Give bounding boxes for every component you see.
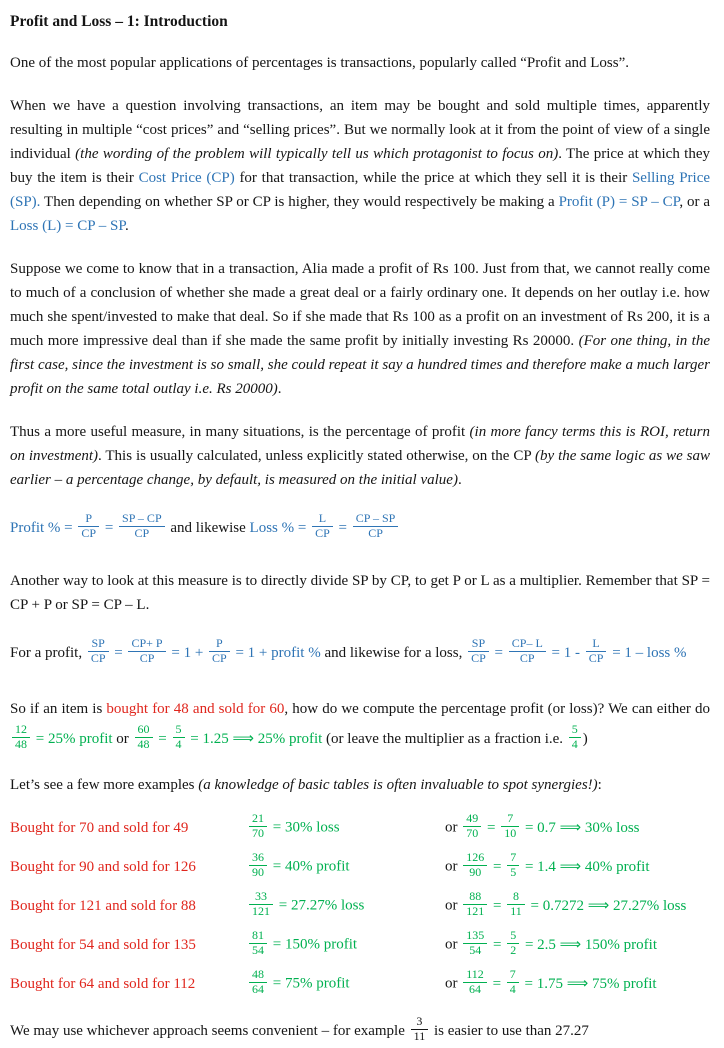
formula-text: =: [110, 645, 127, 661]
text-segment: Let’s see a few more examples: [10, 777, 199, 793]
profit-definition: Profit (P) = SP – CP: [558, 194, 680, 210]
example-percent-method: [247, 811, 445, 843]
fraction: $\frac{7}{4}$: [507, 968, 519, 997]
fraction: $\frac{126}{90}$: [463, 851, 487, 880]
example-statement: Bought for 54 and sold for 135: [10, 937, 196, 953]
fraction: $\frac{CP - SP}{CP}$: [353, 512, 399, 541]
multiplier-expression: [461, 928, 658, 957]
multiplier-paragraph: [10, 569, 710, 617]
profit-computation: [10, 722, 113, 752]
fraction: $\frac{81}{54}$: [249, 929, 267, 958]
formula-text: =: [489, 936, 506, 953]
example-multiplier-method: [445, 889, 710, 921]
text-segment: or: [112, 731, 133, 747]
example-row: [10, 809, 710, 848]
cost-price-term: Cost Price (CP): [138, 170, 235, 186]
italic-note: (For one thing, in the first case, since the investment is so small, she could repeat it say a hundred times and therefore make a much larger profit on the same total outlay i.e. Rs 20000): [10, 333, 710, 397]
example-percent-method: [247, 967, 445, 999]
text-segment: One of the most popular applications of percentages is transactions, popularly called “Profit and Loss”.: [10, 55, 629, 71]
result-text: = 1.75 ⟹ 75% profit: [520, 975, 657, 992]
formula-text: = 1 + profit %: [231, 645, 325, 661]
or-word: or: [445, 936, 462, 953]
formula-text: =: [483, 819, 500, 836]
example-multiplier-method: [445, 967, 710, 999]
text-segment: .: [277, 381, 282, 397]
text-segment: Thus a more useful measure, in many situations, is the percentage of profit: [10, 424, 470, 440]
worked-example-paragraph: [10, 694, 710, 754]
formula-text: =: [490, 645, 507, 661]
text-segment: (or leave the multiplier as a fraction i.e.: [322, 731, 567, 747]
profit-multiplier-formula: [86, 636, 325, 666]
fraction: $\frac{8}{11}$: [507, 890, 525, 919]
example-statement: Bought for 90 and sold for 126: [10, 859, 196, 875]
profit-loss-percent-formula: [10, 506, 710, 550]
multiplier-expression: [461, 850, 650, 879]
result-text: = 150% profit: [269, 936, 358, 953]
or-word: or: [445, 975, 462, 992]
alia-example-paragraph: [10, 257, 710, 401]
fraction: $\frac{SP - CP}{CP}$: [119, 512, 165, 541]
text-segment: We may use whichever approach seems convenient – for example: [10, 1023, 409, 1039]
transactions-paragraph: [10, 94, 710, 238]
fraction: $\frac{5}{2}$: [507, 929, 519, 958]
result-text: = 27.27% loss: [275, 897, 365, 914]
examples-table: [10, 809, 710, 1004]
text-segment: :: [597, 777, 602, 793]
text-segment: Suppose we come to know that in a transaction, Alia made a profit of Rs 100. Just from that, we cannot really come to much of a conclusion of whether she made a great deal or a fairly ordinary one. It depends on her outlay i.e. how much she spent/invested to make that deal. So if she made that Rs 100 as a profit on an investment of Rs 200, it is a much more impressive deal than if she made the same profit by initially investing Rs 20000.: [10, 261, 710, 349]
closing-paragraph: [10, 1014, 710, 1048]
example-row: [10, 926, 710, 965]
example-multiplier-method: [445, 850, 710, 882]
fraction: $\frac{5}{4}$: [569, 723, 581, 752]
selling-price-term: Selling Price (SP).: [10, 170, 711, 210]
formula-text: =: [488, 975, 505, 992]
text-segment: Another way to look at this measure is to directly divide SP by CP, to get P or L as a multiplier. Remember that SP = CP + P or SP = CP – L.: [10, 573, 710, 613]
fraction: $\frac{L}{CP}$: [586, 637, 607, 666]
text-segment: . The price at which they buy the item is their: [10, 146, 710, 186]
multiplier-formula: [10, 631, 710, 675]
formula-text: Loss % =: [249, 520, 311, 536]
loss-definition: Loss (L) = CP – SP: [10, 218, 126, 234]
fraction: $\frac{36}{90}$: [249, 851, 267, 880]
italic-note: (a knowledge of basic tables is often invaluable to spot synergies!): [198, 777, 598, 793]
loss-percent-formula: [249, 511, 401, 541]
multiplier-computation: [133, 722, 323, 752]
fraction: $\frac{7}{5}$: [507, 851, 519, 880]
text-segment: ): [582, 731, 588, 747]
formula-lead: For a profit,: [10, 645, 86, 661]
fraction: $\frac{P}{CP}$: [78, 512, 99, 541]
result-text: = 75% profit: [269, 975, 350, 992]
result-text: = 2.5 ⟹ 150% profit: [521, 936, 658, 953]
text-segment: So if an item is: [10, 701, 107, 717]
fraction: $\frac{3}{11}$: [411, 1015, 429, 1044]
intro-paragraph: [10, 51, 710, 75]
text-segment: , or a: [679, 194, 711, 210]
text-segment: .: [125, 218, 129, 234]
roi-paragraph: [10, 420, 710, 492]
example-percent-method: [247, 850, 445, 882]
formula-text: =: [489, 897, 506, 914]
text-segment: is easier to use than 27.27: [430, 1023, 589, 1039]
example-percent-method: [247, 928, 445, 960]
result-text: = 0.7 ⟹ 30% loss: [521, 819, 640, 836]
fraction: $\frac{5}{4}$: [173, 723, 185, 752]
formula-connector: and likewise: [166, 520, 250, 536]
example-statement: Bought for 70 and sold for 49: [10, 820, 189, 836]
bought-sold-highlight: bought for 48 and sold for 60: [106, 701, 285, 717]
formula-text: = 1.25 ⟹ 25% profit: [186, 731, 323, 747]
fraction: $\frac{P}{CP}$: [209, 637, 230, 666]
fraction: $\frac{48}{64}$: [249, 968, 267, 997]
or-word: or: [445, 858, 462, 875]
formula-text: = 25% profit: [32, 731, 113, 747]
example-statement: Bought for 121 and sold for 88: [10, 898, 196, 914]
result-text: = 40% profit: [269, 858, 350, 875]
fraction: $\frac{135}{54}$: [463, 929, 487, 958]
multiplier-expression: [461, 889, 687, 918]
example-statement: Bought for 64 and sold for 112: [10, 976, 196, 992]
fraction: $\frac{60}{48}$: [135, 723, 153, 752]
fraction: $\frac{112}{64}$: [463, 968, 487, 997]
formula-connector: and likewise for a loss,: [324, 645, 467, 661]
italic-note: (the wording of the problem will typically tell us which protagonist to focus on): [75, 146, 559, 162]
text-segment: Then depending on whether SP or CP is higher, they would respectively be making a: [40, 194, 559, 210]
fraction: $\frac{7}{10}$: [501, 812, 519, 841]
formula-text: =: [154, 731, 171, 747]
fraction: $\frac{SP}{CP}$: [88, 637, 109, 666]
or-word: or: [445, 897, 462, 914]
example-multiplier-method: [445, 928, 710, 960]
page-title: Profit and Loss – 1: Introduction: [10, 13, 228, 30]
fraction: $\frac{49}{70}$: [463, 812, 481, 841]
fraction: $\frac{L}{CP}$: [312, 512, 333, 541]
fraction: $\frac{12}{48}$: [12, 723, 30, 752]
profit-percent-formula: [10, 511, 167, 541]
example-row: [10, 887, 710, 926]
formula-text: =: [334, 520, 351, 536]
text-segment: . This is usually calculated, unless explicitly stated otherwise, on the CP: [98, 448, 536, 464]
fraction: $\frac{21}{70}$: [249, 812, 267, 841]
fraction: $\frac{CP+ P}{CP}$: [128, 637, 165, 666]
formula-text: = 1 -: [547, 645, 584, 661]
text-segment: , how do we compute the percentage profit (or loss)? We can either do: [284, 701, 711, 717]
result-text: = 1.4 ⟹ 40% profit: [521, 858, 650, 875]
example-percent-method: [247, 889, 445, 921]
result-text: = 0.7272 ⟹ 27.27% loss: [526, 897, 687, 914]
fraction: $\frac{SP}{CP}$: [468, 637, 489, 666]
result-text: = 30% loss: [269, 819, 340, 836]
formula-text: Profit % =: [10, 520, 77, 536]
italic-note: (in more fancy terms this is ROI, return on investment): [10, 424, 710, 464]
fraction: $\frac{CP- L}{CP}$: [509, 637, 546, 666]
fraction: $\frac{33}{121}$: [249, 890, 273, 919]
text-segment: .: [457, 472, 462, 488]
loss-multiplier-formula: [466, 636, 687, 666]
formula-text: =: [489, 858, 506, 875]
example-multiplier-method: [445, 811, 710, 843]
italic-note: (by the same logic as we saw earlier – a percentage change, by default, is measured on the initial value): [10, 448, 710, 488]
fraction: $\frac{88}{121}$: [463, 890, 487, 919]
or-word: or: [445, 819, 462, 836]
example-row: [10, 848, 710, 887]
formula-text: = 1 – loss %: [608, 645, 687, 661]
text-segment: When we have a question involving transactions, an item may be bought and sold multiple times, apparently resulting in multiple “cost prices” and “selling prices”. But we normally look at it from the point of view of a single individual: [10, 98, 710, 162]
multiplier-expression: [461, 811, 640, 840]
formula-text: =: [101, 520, 118, 536]
text-segment: for that transaction, while the price at which they sell it is their: [234, 170, 632, 186]
formula-text: = 1 +: [167, 645, 208, 661]
examples-intro: [10, 773, 710, 797]
example-row: [10, 965, 710, 1004]
multiplier-expression: [461, 967, 657, 996]
